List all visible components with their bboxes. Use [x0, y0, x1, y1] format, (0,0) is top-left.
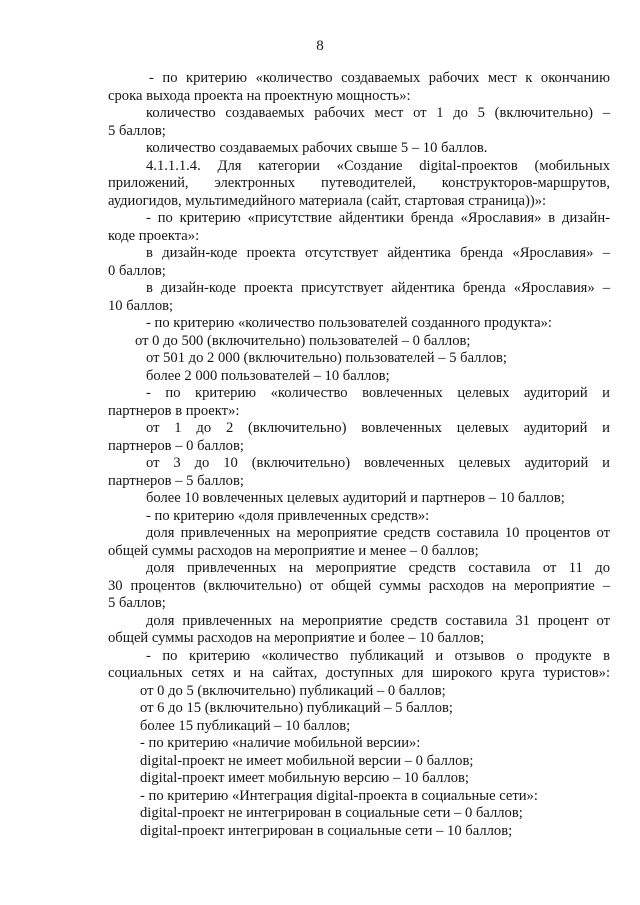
text-line: digital-проект имеет мобильную версию – 10 баллов;: [140, 770, 469, 786]
text-line: партнеров в проект»:: [108, 402, 240, 419]
text-line: доля привлеченных на мероприятие средств составила 31 процент от: [146, 612, 610, 629]
text-line: от 1 до 2 (включительно) вовлеченных целевых аудиторий и: [146, 420, 610, 436]
text-line: от 501 до 2 000 (включительно) пользователей – 5 баллов;: [146, 350, 507, 366]
text-line: приложений, электронных путеводителей, конструкторов-маршрутов,: [108, 175, 610, 191]
text-line: digital-проект не интегрирован в социальные сети – 0 баллов;: [140, 805, 523, 821]
text-line: - по критерию «количество публикаций и отзывов о продукте в: [146, 647, 610, 664]
text-line: - по критерию «Интеграция digital-проекта в социальные сети»:: [140, 787, 538, 804]
text-line: аудиогидов, мультимедийного материала (сайт, стартовая страница))»:: [108, 192, 547, 209]
text-line: партнеров – 0 баллов;: [108, 437, 244, 454]
text-line: более 10 вовлеченных целевых аудиторий и партнеров – 10 баллов;: [146, 490, 565, 506]
text-line: от 3 до 10 (включительно) вовлеченных целевых аудиторий и: [146, 455, 610, 471]
text-line: коде проекта»:: [108, 227, 200, 244]
text-line: - по критерию «количество создаваемых рабочих мест к окончанию: [149, 70, 610, 86]
text-line: - по критерию «количество вовлеченных целевых аудиторий и: [146, 385, 610, 401]
text-line: 4.1.1.1.4. Для категории «Создание digital-проектов (мобильных: [146, 157, 610, 174]
text-line: общей суммы расходов на мероприятие и более – 10 баллов;: [108, 630, 485, 646]
text-line: в дизайн-коде проекта присутствует айдентика бренда «Ярославия» –: [146, 280, 610, 296]
text-line: от 6 до 15 (включительно) публикаций – 5 баллов;: [140, 700, 453, 716]
text-line: 0 баллов;: [108, 262, 166, 279]
page-number: 8: [316, 38, 324, 54]
text-line: доля привлеченных на мероприятие средств составила от 11 до: [146, 560, 610, 576]
text-line: - по критерию «присутствие айдентики бренда «Ярославия» в дизайн-: [146, 210, 610, 226]
text-line: количество создаваемых рабочих свыше 5 – 10 баллов.: [146, 140, 488, 156]
text-line: в дизайн-коде проекта отсутствует айдентика бренда «Ярославия» –: [146, 245, 610, 261]
text-line: от 0 до 500 (включительно) пользователей – 0 баллов;: [135, 332, 471, 349]
text-line: digital-проект интегрирован в социальные сети – 10 баллов;: [140, 822, 513, 839]
text-line: digital-проект не имеет мобильной версии – 0 баллов;: [140, 752, 474, 769]
text-line: срока выхода проекта на проектную мощность»:: [108, 87, 411, 104]
document-body: [0, 70, 640, 840]
text-line: 30 процентов (включительно) от общей суммы расходов на мероприятие –: [108, 577, 610, 594]
text-line: социальных сетях и на сайтах, доступных для широкого круга туристов»:: [108, 665, 610, 681]
text-line: более 15 публикаций – 10 баллов;: [140, 717, 351, 734]
text-line: общей суммы расходов на мероприятие и менее – 0 баллов;: [108, 542, 479, 559]
text-line: 10 баллов;: [108, 297, 174, 314]
text-line: 5 баллов;: [108, 122, 166, 139]
text-line: - по критерию «доля привлеченных средств»:: [146, 507, 430, 524]
text-line: - по критерию «количество пользователей созданного продукта»:: [146, 315, 552, 331]
text-line: более 2 000 пользователей – 10 баллов;: [146, 367, 390, 384]
text-line: партнеров – 5 баллов;: [108, 472, 244, 489]
text-line: доля привлеченных на мероприятие средств составила 10 процентов от: [146, 525, 610, 541]
text-line: количество создаваемых рабочих мест от 1 до 5 (включительно) –: [146, 105, 610, 121]
text-line: 5 баллов;: [108, 595, 166, 611]
text-line: - по критерию «наличие мобильной версии»:: [140, 735, 421, 751]
text-line: от 0 до 5 (включительно) публикаций – 0 баллов;: [140, 682, 446, 699]
